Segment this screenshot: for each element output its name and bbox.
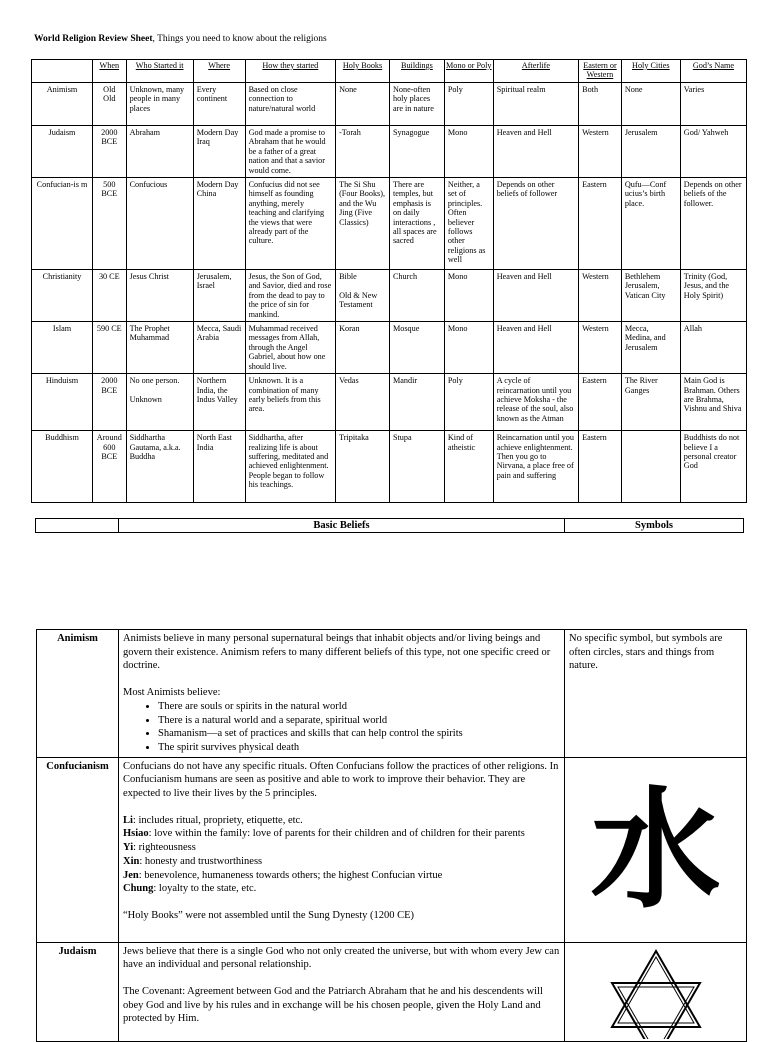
religion-name-judaism: Judaism bbox=[37, 942, 119, 1041]
cell-holy-cities: Jerusalem bbox=[621, 126, 680, 178]
cell-when: 30 CE bbox=[93, 270, 127, 322]
cell-eastern-western: Eastern bbox=[579, 374, 622, 431]
animism-belief-item: • Shamanism—a set of practices and skills that can help control the spirits bbox=[158, 727, 560, 741]
cell-who-started: Confucious bbox=[126, 178, 193, 270]
cell-holy-cities: Bethlehem Jerusalem, Vatican City bbox=[621, 270, 680, 322]
religion-name-animism: Animism bbox=[37, 630, 119, 758]
summary-row bbox=[32, 178, 747, 270]
cell-buildings: There are temples, but emphasis is on daily interactions , all spaces are sacred bbox=[389, 178, 444, 270]
cell-buildings: Mandir bbox=[389, 374, 444, 431]
cell-where: Northern India, the Indus Valley bbox=[193, 374, 245, 431]
cell-buildings: None-often holy places are in nature bbox=[389, 83, 444, 126]
principle-jen: Jen: benevolence, humaneness towards others; the highest Confucian virtue bbox=[123, 869, 443, 881]
header-buildings: Buildings bbox=[389, 60, 444, 83]
header-corner bbox=[32, 60, 93, 83]
symbol-confucianism bbox=[565, 757, 747, 942]
cell-how-started: Siddhartha, after realizing life is about suffering, meditated and achieved enlightenment. People began to follow his teachings. bbox=[245, 431, 336, 503]
header-basic-beliefs: Basic Beliefs bbox=[119, 519, 565, 533]
cell-buildings: Synagogue bbox=[389, 126, 444, 178]
summary-row bbox=[32, 322, 747, 374]
beliefs-animism bbox=[119, 630, 565, 758]
cell-where: Modern Day China bbox=[193, 178, 245, 270]
cell-where: Mecca, Saudi Arabia bbox=[193, 322, 245, 374]
animism-belief-item: • There is a natural world and a separate, spiritual world bbox=[158, 714, 560, 728]
cell-afterlife: Heaven and Hell bbox=[493, 322, 578, 374]
cell-afterlife: A cycle of reincarnation until you achieve Moksha - the release of the soul, also known as the Atman bbox=[493, 374, 578, 431]
document-title-bold: World Religion Review Sheet bbox=[34, 34, 153, 44]
summary-row bbox=[32, 431, 747, 503]
principle-xin: Xin: honesty and trustworthiness bbox=[123, 855, 263, 867]
cell-afterlife: Heaven and Hell bbox=[493, 126, 578, 178]
cell-how-started: Confucius did not see himself as founding anything, merely teaching and clarifying the views that were already part of the culture. bbox=[245, 178, 336, 270]
cell-eastern-western: Western bbox=[579, 322, 622, 374]
cell-how-started: Muhammad received messages from Allah, through the Angel Gabriel, about how one should live. bbox=[245, 322, 336, 374]
judaism-intro: Jews believe that there is a single God who not only created the universe, but with whom every Jew can have an individual and personal relationship. bbox=[123, 945, 560, 971]
religion-name: Islam bbox=[32, 322, 93, 374]
cell-when: Around 600 BCE bbox=[93, 431, 127, 503]
cell-where: Jerusalem, Israel bbox=[193, 270, 245, 322]
cell-eastern-western: Western bbox=[579, 270, 622, 322]
cell-holy-cities bbox=[621, 431, 680, 503]
cell-afterlife: Spiritual realm bbox=[493, 83, 578, 126]
cell-holy-books: Bible Old & New Testament bbox=[336, 270, 390, 322]
principle-yi: Yi: righteousness bbox=[123, 842, 196, 854]
cell-gods-name: Buddhists do not believe I a personal creator God bbox=[680, 431, 746, 503]
cell-mono-poly: Neither, a set of principles. Often believer follows other religions as well bbox=[444, 178, 493, 270]
cell-who-started: Unknown, many people in many places bbox=[126, 83, 193, 126]
cell-holy-books: The Si Shu (Four Books), and the Wu Jing (Five Classics) bbox=[336, 178, 390, 270]
beliefs-table bbox=[36, 629, 747, 1042]
religion-name: Christianity bbox=[32, 270, 93, 322]
cell-where: North East India bbox=[193, 431, 245, 503]
cell-holy-books: Koran bbox=[336, 322, 390, 374]
cell-mono-poly: Poly bbox=[444, 83, 493, 126]
cell-who-started: Abraham bbox=[126, 126, 193, 178]
summary-row bbox=[32, 83, 747, 126]
cell-who-started: Jesus Christ bbox=[126, 270, 193, 322]
animism-belief-list bbox=[123, 700, 560, 755]
document-title-rest: , Things you need to know about the religions bbox=[152, 34, 327, 44]
cell-buildings: Mosque bbox=[389, 322, 444, 374]
cell-afterlife: Heaven and Hell bbox=[493, 270, 578, 322]
summary-row bbox=[32, 270, 747, 322]
beliefs-confucianism bbox=[119, 757, 565, 942]
cell-afterlife: Depends on other beliefs of follower bbox=[493, 178, 578, 270]
header-when: When bbox=[93, 60, 127, 83]
religion-name-confucianism: Confucianism bbox=[37, 757, 119, 942]
cell-when: 2000 BCE bbox=[93, 374, 127, 431]
cell-holy-books: Tripitaka bbox=[336, 431, 390, 503]
principle-li: Li: includes ritual, propriety, etiquette, etc. bbox=[123, 814, 303, 826]
cell-holy-books: None bbox=[336, 83, 390, 126]
religion-name: Confucian-is m bbox=[32, 178, 93, 270]
star-of-david-icon bbox=[596, 949, 716, 1039]
document-title bbox=[34, 34, 327, 44]
cell-who-started: Siddhartha Gautama, a.k.a. Buddha bbox=[126, 431, 193, 503]
cell-gods-name: Varies bbox=[680, 83, 746, 126]
cell-when: 590 CE bbox=[93, 322, 127, 374]
summary-body bbox=[32, 83, 747, 503]
cell-where: Modern Day Iraq bbox=[193, 126, 245, 178]
cell-holy-cities: Mecca, Medina, and Jerusalem bbox=[621, 322, 680, 374]
cell-when: 500 BCE bbox=[93, 178, 127, 270]
animism-intro: Animists believe in many personal supernatural beings that inhabit objects and/or living beings and govern their existence. Animism refers to many different beliefs of this type, not one specific creed or doctrine. bbox=[123, 633, 551, 672]
cell-holy-cities: None bbox=[621, 83, 680, 126]
cell-how-started: Unknown. It is a combination of many early beliefs from this area. bbox=[245, 374, 336, 431]
header-holy-cities: Holy Cities bbox=[621, 60, 680, 83]
cell-eastern-western: Both bbox=[579, 83, 622, 126]
religion-name: Judaism bbox=[32, 126, 93, 178]
cell-gods-name: Allah bbox=[680, 322, 746, 374]
cell-gods-name: Main God is Brahman. Others are Brahma, Vishnu and Shiva bbox=[680, 374, 746, 431]
cell-mono-poly: Kind of atheistic bbox=[444, 431, 493, 503]
cell-how-started: God made a promise to Abraham that he would be a father of a great nation and that a savior would come. bbox=[245, 126, 336, 178]
symbol-animism: No specific symbol, but symbols are often circles, stars and things from nature. bbox=[565, 630, 747, 758]
header-holy-books: Holy Books bbox=[336, 60, 390, 83]
cell-mono-poly: Mono bbox=[444, 322, 493, 374]
header-afterlife: Afterlife bbox=[493, 60, 578, 83]
cell-where: Every continent bbox=[193, 83, 245, 126]
cell-who-started: The Prophet Muhammad bbox=[126, 322, 193, 374]
header-who-started: Who Started it bbox=[126, 60, 193, 83]
cell-who-started: No one person. Unknown bbox=[126, 374, 193, 431]
header-symbols: Symbols bbox=[565, 519, 744, 533]
religion-name: Hinduism bbox=[32, 374, 93, 431]
header-how-started: How they started bbox=[245, 60, 336, 83]
header-gods-name: God’s Name bbox=[680, 60, 746, 83]
confucianism-note: “Holy Books” were not assembled until the Sung Dynesty (1200 CE) bbox=[123, 909, 415, 921]
beliefs-judaism bbox=[119, 942, 565, 1041]
cell-holy-books: -Torah bbox=[336, 126, 390, 178]
cell-buildings: Stupa bbox=[389, 431, 444, 503]
cell-buildings: Church bbox=[389, 270, 444, 322]
cell-eastern-western: Western bbox=[579, 126, 622, 178]
cell-afterlife: Reincarnation until you achieve enlightenment. Then you go to Nirvana, a place free of pain and suffering bbox=[493, 431, 578, 503]
cell-how-started: Based on close connection to nature/natural world bbox=[245, 83, 336, 126]
cell-eastern-western: Eastern bbox=[579, 178, 622, 270]
cell-holy-cities: The River Ganges bbox=[621, 374, 680, 431]
principle-hsiao: Hsiao: love within the family: love of parents for their children and of children for their parents bbox=[123, 828, 525, 840]
animism-lead: Most Animists believe: bbox=[123, 687, 221, 699]
confucianism-intro: Confucians do not have any specific rituals. Often Confucians follow the practices of other religions. In Confucianism humans are seen as positive and able to work to improve their behavior. They are expected to live their lives by the 5 principles. bbox=[123, 760, 559, 800]
summary-header-row bbox=[32, 60, 747, 83]
cell-gods-name: Trinity (God, Jesus, and the Holy Spirit) bbox=[680, 270, 746, 322]
cell-holy-books: Vedas bbox=[336, 374, 390, 431]
cell-eastern-western: Eastern bbox=[579, 431, 622, 503]
cell-how-started: Jesus, the Son of God, and Savior, died and rose from the dead to pay to the price of sin for mankind. bbox=[245, 270, 336, 322]
religion-name: Buddhism bbox=[32, 431, 93, 503]
header-bar-blank bbox=[36, 519, 119, 533]
cell-gods-name: God/ Yahweh bbox=[680, 126, 746, 178]
cell-mono-poly: Poly bbox=[444, 374, 493, 431]
animism-belief-item: • The spirit survives physical death bbox=[158, 741, 560, 755]
beliefs-row-animism bbox=[37, 630, 747, 758]
summary-row bbox=[32, 374, 747, 431]
header-mono-poly: Mono or Poly bbox=[444, 60, 493, 83]
symbol-judaism bbox=[565, 942, 747, 1041]
beliefs-row-confucianism bbox=[37, 757, 747, 942]
animism-belief-item: • There are souls or spirits in the natural world bbox=[158, 700, 560, 714]
beliefs-header-bar bbox=[35, 518, 744, 533]
summary-row bbox=[32, 126, 747, 178]
beliefs-row-judaism bbox=[37, 942, 747, 1041]
cell-mono-poly: Mono bbox=[444, 126, 493, 178]
cell-holy-cities: Qufu—Conf ucius’s birth place. bbox=[621, 178, 680, 270]
religion-summary-table bbox=[31, 59, 747, 503]
cell-when: Old Old bbox=[93, 83, 127, 126]
principle-chung: Chung: loyalty to the state, etc. bbox=[123, 883, 257, 895]
water-character-icon: 水 bbox=[590, 773, 721, 926]
cell-gods-name: Depends on other beliefs of the follower. bbox=[680, 178, 746, 270]
header-where: Where bbox=[193, 60, 245, 83]
header-eastern-western: Eastern or Western bbox=[579, 60, 622, 83]
cell-mono-poly: Mono bbox=[444, 270, 493, 322]
cell-when: 2000 BCE bbox=[93, 126, 127, 178]
religion-name: Animism bbox=[32, 83, 93, 126]
judaism-covenant: The Covenant: Agreement between God and the Patriarch Abraham that he and his descendents will obey God and live by his rules and in exchange will be his chosen people, given the Holy Land and protected by Him. bbox=[123, 986, 543, 1025]
